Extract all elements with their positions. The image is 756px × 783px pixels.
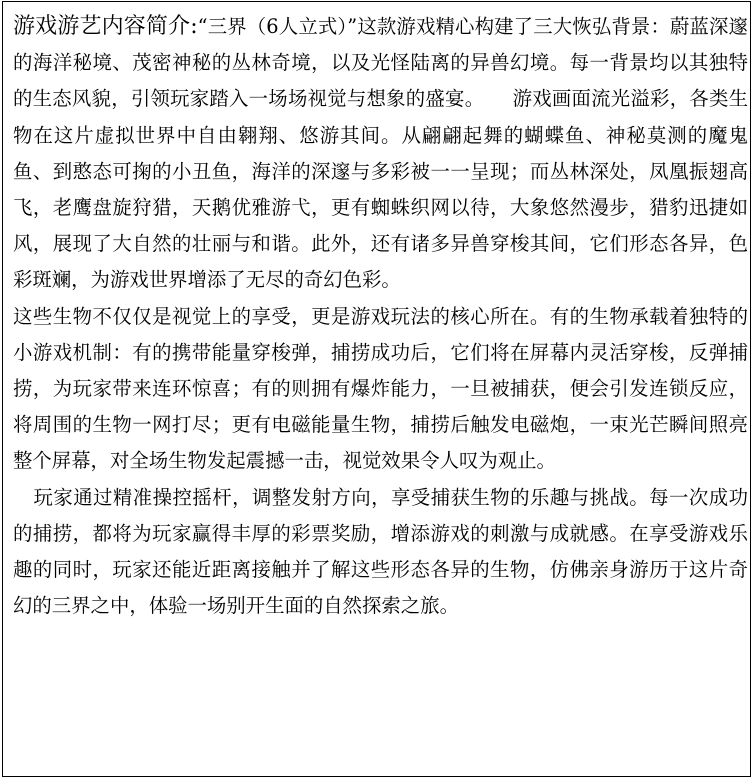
paragraph-gameplay bbox=[13, 299, 748, 480]
paragraph-2-text: 游戏画面流光溢彩，各类生物在这片虚拟世界中自由翱翔、悠游其间。从翩翩起舞的蝴蝶鱼、神秘莫测的魔鬼鱼、到憨态可掬的小丑鱼，海洋的深邃与多彩被一一呈现；而丛林深处，凤凰振翅高飞，老鹰盘旋狩猎，天鹅优雅游弋，更有蜘蛛织网以待，大象悠然漫步，猎豹迅捷如风，展现了大自然的壮丽与和谐。此外，还有诸多异兽穿梭其间，它们形态各异，色彩斑斓，为游戏世界增添了无尽的奇幻色彩。 bbox=[13, 87, 749, 292]
document-frame bbox=[2, 1, 751, 777]
document-title-label: 游戏游艺内容简介: bbox=[13, 14, 198, 39]
paragraph-1-text: “三界（6人立式）”这款游戏精心构建了三大恢弘背景：蔚蓝深邃的海洋秘境、茂密神秘的丛林奇境，以及光怪陆离的异兽幻境。每一背景均以其独特的生态风貌，引领玩家踏入一场场视觉与想象的盛宴。 bbox=[13, 15, 748, 111]
paragraph-intro bbox=[13, 9, 748, 299]
paragraph-controls bbox=[13, 480, 748, 625]
paragraph-3-text: 这些生物不仅仅是视觉上的享受，更是游戏玩法的核心所在。有的生物承载着独特的小游戏机制：有的携带能量穿梭弹，捕捞成功后，它们将在屏幕内灵活穿梭，反弹捕捞，为玩家带来连环惊喜；有的则拥有爆炸能力，一旦被捕获，便会引发连锁反应，将周围的生物一网打尽；更有电磁能量生物，捕捞后触发电磁炮，一束光芒瞬间照亮整个屏幕，对全场生物发起震撼一击，视觉效果令人叹为观止。 bbox=[13, 304, 748, 473]
paragraph-4-text: 玩家通过精准操控摇杆，调整发射方向，享受捕获生物的乐趣与挑战。每一次成功的捕捞，都将为玩家赢得丰厚的彩票奖励，增添游戏的刺激与成就感。在享受游戏乐趣的同时，玩家还能近距离接触并了解这些形态各异的生物，仿佛亲身游历于这片奇幻的三界之中，体验一场别开生面的自然探索之旅。 bbox=[13, 485, 748, 618]
